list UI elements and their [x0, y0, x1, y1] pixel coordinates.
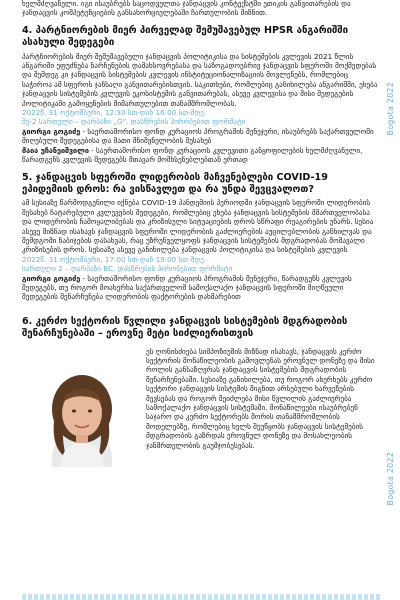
speaker-name: გიორგი გოგიძე: [22, 273, 81, 283]
side-label-top: Bogota 2022: [386, 82, 395, 136]
section-4-time[interactable]: 2022წ. 31 ოქტომბერი, 12:30 სთ-დან 16:00 სთ-მდე.: [22, 108, 207, 118]
section-4-heading: 4. პარტნიორების მიერ პირველად შემუშავებულ HPSR ანგარიშში ასახული შედეგები: [22, 24, 349, 49]
section-4: [22, 25, 380, 165]
intro-paragraph: ხელმძღვანელი. იგი ისაუბრებს საცოდველთა ჯანდაცვის კონტექსტში ეთიკის განვითარების და ჯანდაცვის კომპეტენციების განსახორციელებაში ჩართულობის მიზნით.: [22, 0, 351, 18]
section-5-speaker: [22, 274, 380, 302]
section-5: [22, 172, 380, 302]
section-6-body: ეს ღონისძიება სიმპოზიუმის მიზნად ისახავს, ჯანდაცვის კერძო სექტორის მონაწილეობის გამოვლენას ეროვნულ დონეზე და მისი როლის განსაზღვრას ჯანდაცვის სისტემების მდგრადობის შენარჩუნებაში. სესიაზე განიხილება, თუ როგორ ახერხებს კერძო სექტორი ჯანდაცვის სისტემის შიგნით არსებული ხარვეზების შევსებას და როგორ შეიძლება მისი წვლილის გაძლიერება სამოქალაქო ჯანდაცვის სისტემაში. მონაწილეები ისაუბრებენ საჯარო და კერძო სექტორებს შორის თანამშრომლობის მოდელებზე, რომლებიც ხელს შეუწყობს ჯანდაცვის სისტემების მდგრადობის გაზრდას ეროვნულ დონეზე და მოსახლეობის ჯანმრთელობის გაუმჯობესებას.: [146, 346, 375, 450]
section-4-body: პარტნიორების მიერ შემუშავებული ჯანდაცვის პოლიტიკისა და სისტემების კვლევის 2021 წლის ანგარიში ეფუძნება ნარჩენების დამახსოვრებასა და საზოგადოებრივ ჯანდაცვის სფეროში მოქმედებას და შემდეგ კი ჯანდაცვის სისტემების კვლევის ინსტიტუციონალიზაციის მოვლენებს, რომლებიც საჭიროა ამ სფეროს ჯანსაღი განვითარებისთვის. საკითხები, რომლებიც განიხილება ანგარიშში, ეხება ჯანდაცვის სისტემების კვლევის ეკოსისტემის განვითარებას, ასევე კვლევისა და მისი შედეგების პოლიტიკაში გამოყენების მიმართულებით თანამშრომლობას.: [22, 51, 378, 108]
speaker-desc: - საერთაშორისო ფონდ კურაციოს პროგრამის მენეჯერი, ისაუბრებს საქართველოში მიღებული შედეგებისა და მათი მნიშვნელობის შესახებ: [22, 126, 374, 146]
side-label-bottom: Bogota 2022: [386, 452, 395, 506]
section-6: [22, 316, 380, 467]
section-4-speaker-1: [22, 127, 380, 146]
section-4-speaker-2: [22, 146, 380, 165]
speaker-desc: - საერთაშორისო ფონდ კურაციოს კვლევითი განყოფილების ხელმძღვანელი, წარადგენს კვლევის შედეგებს მთავარ მომხსენებლებთან ერთად: [22, 145, 363, 165]
section-5-location[interactable]: სართული 2 – დარბაზი BC. დასწრების პირობებით ფორმატი: [22, 264, 233, 274]
speaker-photo: [22, 361, 140, 467]
document-body: [22, 0, 380, 467]
speaker-name: გიორგი გოგიძე: [22, 126, 81, 136]
section-4-location[interactable]: მე-2 სართული – დარბაზი „G“. დასწრების პირობებით ფორმატი: [22, 117, 246, 127]
speaker-desc: - საერთაშორისო ფონდ კურაციოს პროგრამის მენეჯერი, წარადგენს კვლევის შედეგებს, თუ როგორ მოახერხა საქართველომ სამოქალაქო ჯანდაცვის სფეროში მიღწეული შედეგების შენარჩუნება ლიდერობის ფაქტორების დახმარებით: [22, 273, 352, 302]
section-5-time[interactable]: 2022წ. 31 ოქტომბერი, 17:00 სთ-დან 19:00 სთ-მდე.: [22, 254, 207, 264]
section-6-content: [22, 347, 380, 467]
speaker-portrait-image: [22, 361, 140, 467]
section-5-body: ამ სესიაზე წარმოდგენილი იქნება COVID-19 პანდემიის პერიოდში ჯანდაცვის სფეროში ლიდერობის შესახებ ჩატარებული კვლევების შედეგები, რომლებიც ეხება ჯანდაცვის სისტემების მმართველობასა და ლიდერობის ჩამოყალიბებას და კრიზისული სიტუაციების დროს სწრაფი რეაგირების უნარს. სესია ასევე მიზნად ისახავს ჯანდაცვის სფეროში ლიდერობის გაძლიერების აუცილებლობის განხილვას და შემდგომი ნაბიჯების დასახვას, რაც უზრუნველყოფს ჯანდაცვის სისტემების მდგრადობას მომავალი კრიზისების დროს. სესიაზე ასევე განიხილება ჯანდაცვის პოლიტიკისა და სისტემების კვლევის: [22, 198, 374, 255]
speaker-name: მაია უჩანეიშვილი: [22, 145, 89, 155]
section-6-heading: 6. კერძო სექტორის წვლილი ჯანდაცვის სისტემების მდგრადობის შენარჩუნებაში – ეროვნე მეტი სიძლიერისთვის: [22, 315, 348, 340]
bottom-cutoff-text: [22, 594, 380, 600]
section-5-heading: 5. ჯანდაცვის სფეროში ლიდერობის მაჩვენებლები COVID-19 ეპიდემიის დროს: რა ვისწავლეთ და რა უნდა შევცვალოთ?: [22, 171, 328, 195]
